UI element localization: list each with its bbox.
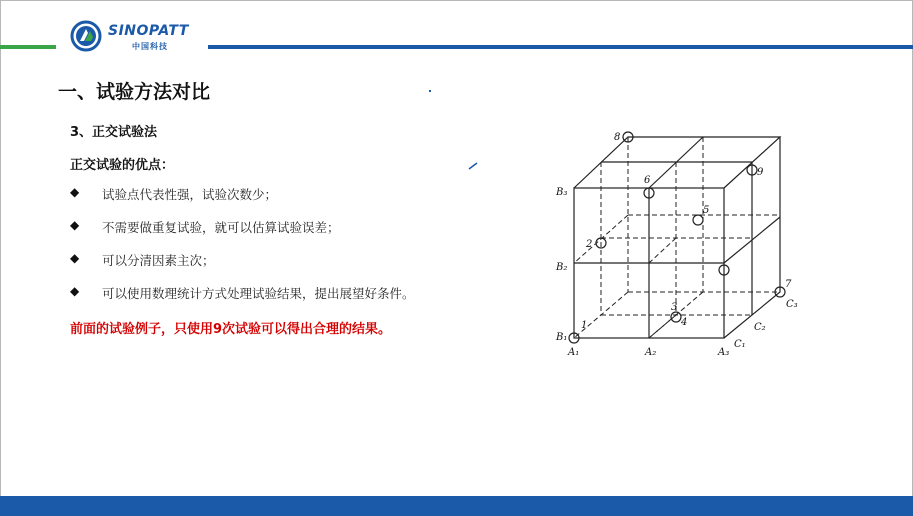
header-blue-bar: [208, 45, 913, 49]
point-label: 1: [581, 320, 588, 331]
section-heading: 3、正交试验法: [70, 125, 158, 140]
orthogonal-design-cube: [548, 125, 818, 365]
point-marker: [693, 215, 703, 225]
advantages-heading: 正交试验的优点：: [70, 158, 175, 173]
diamond-bullet-icon: ◆: [70, 284, 80, 298]
axis-label-a3: A₃: [718, 347, 730, 358]
list-item-text: 不需要做重复试验，就可以估算试验误差；: [102, 220, 340, 235]
point-label: 9: [757, 167, 764, 178]
logo-subtitle: 中国科技: [132, 42, 168, 51]
point-marker: [671, 312, 681, 322]
point-label: 8: [614, 132, 621, 143]
point-label: 2: [586, 239, 593, 250]
stray-mark-icon: [468, 162, 478, 170]
company-logo: [70, 20, 210, 54]
list-item-text: 可以使用数理统计方式处理试验结果，提出展望好条件。: [102, 286, 415, 301]
point-label: 5: [703, 205, 710, 216]
diamond-bullet-icon: ◆: [70, 185, 80, 199]
axis-label-a1: A₁: [568, 347, 580, 358]
slide-title: 一、试验方法对比: [58, 81, 211, 103]
axis-label-b3: B₃: [556, 187, 568, 198]
axis-label-c1: C₁: [734, 339, 746, 350]
point-label: 6: [644, 175, 651, 186]
highlight-note: 前面的试验例子，只使用9次试验可以得出合理的结果。: [70, 322, 392, 337]
point-label: 4: [681, 317, 688, 328]
list-item-text: 试验点代表性强，试验次数少；: [102, 187, 278, 202]
footer-bar: [0, 496, 913, 516]
diamond-bullet-icon: ◆: [70, 218, 80, 232]
axis-label-c2: C₂: [754, 322, 766, 333]
axis-label-b2: B₂: [556, 262, 568, 273]
point-label: 7: [785, 279, 792, 290]
diamond-bullet-icon: ◆: [70, 251, 80, 265]
logo-mark-icon: [70, 20, 102, 52]
logo-name: SINOPATT: [108, 23, 189, 39]
header-green-bar: [0, 45, 56, 49]
list-item-text: 可以分清因素主次；: [102, 253, 215, 268]
axis-label-c3: C₃: [786, 299, 798, 310]
point-label: 3: [671, 302, 678, 313]
axis-label-a2: A₂: [645, 347, 657, 358]
stray-dot: [429, 90, 431, 92]
axis-label-b1: B₁: [556, 332, 568, 343]
